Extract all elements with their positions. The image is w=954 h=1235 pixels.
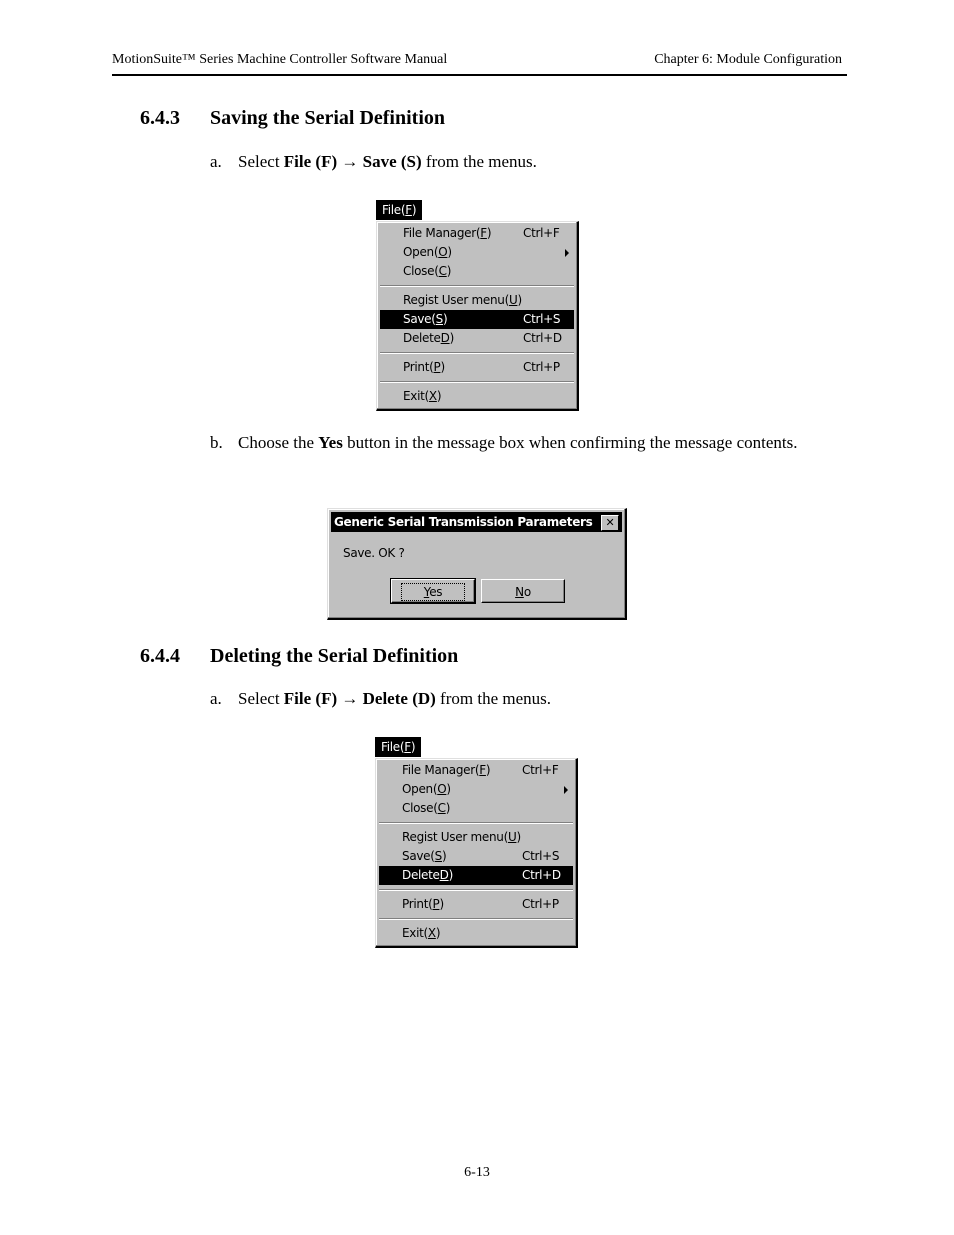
- menu-ref-file: File (F): [283, 689, 338, 708]
- menu-item-regist-user-menu[interactable]: Regist User menu(U): [403, 293, 522, 307]
- menu-item-file-manager[interactable]: File Manager(F) Ctrl+F: [403, 226, 560, 240]
- menu-item-exit[interactable]: Exit(X): [403, 389, 442, 403]
- menu-item-delete[interactable]: DeleteD) Ctrl+D: [403, 331, 562, 345]
- menu-ref-delete: Delete (D): [362, 689, 436, 708]
- menu-separator: [380, 381, 574, 383]
- step-label: a.: [210, 152, 222, 171]
- menu-separator: [380, 285, 574, 287]
- menu-separator: [379, 889, 573, 891]
- menu-item-save[interactable]: Save(S) Ctrl+S: [380, 310, 574, 329]
- menu-item-delete[interactable]: DeleteD) Ctrl+D: [379, 866, 573, 885]
- menu-item-regist-user-menu[interactable]: Regist User menu(U): [402, 830, 521, 844]
- arrow-glyph: →: [337, 152, 363, 171]
- submenu-arrow-icon: [564, 786, 568, 794]
- arrow-glyph: →: [337, 689, 363, 708]
- section-heading-deleting: [140, 645, 458, 668]
- menu-item-exit[interactable]: Exit(X): [402, 926, 441, 940]
- no-button[interactable]: No: [481, 579, 565, 603]
- close-icon[interactable]: ✕: [601, 515, 619, 531]
- page-number: 6-13: [464, 1165, 490, 1180]
- step-label: a.: [210, 689, 222, 708]
- step-label: b.: [210, 433, 223, 452]
- menu-bar-file[interactable]: File(F): [375, 737, 421, 757]
- menu-item-open[interactable]: Open(O): [379, 780, 573, 799]
- yes-button[interactable]: Yes: [391, 579, 475, 603]
- menu-separator: [380, 352, 574, 354]
- file-menu-save-screenshot: [376, 200, 580, 412]
- submenu-arrow-icon: [565, 249, 569, 257]
- header-rule: [112, 74, 847, 76]
- step-a-delete: a. Select File (F) → Delete (D) from the menus.: [210, 689, 551, 708]
- menu-bar-file[interactable]: File(F): [376, 200, 422, 220]
- menu-separator: [379, 918, 573, 920]
- section-title: Saving the Serial Definition: [210, 107, 446, 129]
- step-b-confirm: b. Choose the Yes button in the message box when confirming the message contents.: [210, 433, 798, 452]
- menu-item-close[interactable]: Close(C): [402, 801, 451, 815]
- step-a-save: a. Select File (F) → Save (S) from the menus.: [210, 152, 537, 171]
- file-menu-dropdown: [376, 221, 579, 411]
- running-header-title: MotionSuite™ Series Machine Controller Software Manual: [112, 52, 448, 67]
- menu-ref-save: Save (S): [362, 152, 422, 171]
- menu-item-save[interactable]: Save(S) Ctrl+S: [402, 849, 560, 863]
- file-menu-delete-screenshot: [375, 737, 579, 949]
- menu-item-open[interactable]: Open(O): [380, 243, 574, 262]
- menu-item-print[interactable]: Print(P) Ctrl+P: [403, 360, 560, 374]
- section-heading-saving: [140, 107, 445, 130]
- button-ref-yes: Yes: [318, 433, 343, 452]
- menu-separator: [379, 822, 573, 824]
- section-number: 6.4.4: [140, 645, 180, 667]
- dialog-message: Save. OK ?: [343, 546, 405, 560]
- menu-item-file-manager[interactable]: File Manager(F) Ctrl+F: [402, 763, 559, 777]
- section-number: 6.4.3: [140, 107, 180, 129]
- section-title: Deleting the Serial Definition: [210, 645, 459, 667]
- file-menu-dropdown: [375, 758, 578, 948]
- menu-item-print[interactable]: Print(P) Ctrl+P: [402, 897, 559, 911]
- dialog-title-bar: [331, 512, 622, 532]
- save-confirm-dialog: [327, 508, 627, 620]
- running-header-chapter: Chapter 6: Module Configuration: [654, 52, 842, 67]
- menu-item-close[interactable]: Close(C): [403, 264, 452, 278]
- dialog-title: Generic Serial Transmission Parameters: [334, 515, 593, 529]
- menu-ref-file: File (F): [283, 152, 338, 171]
